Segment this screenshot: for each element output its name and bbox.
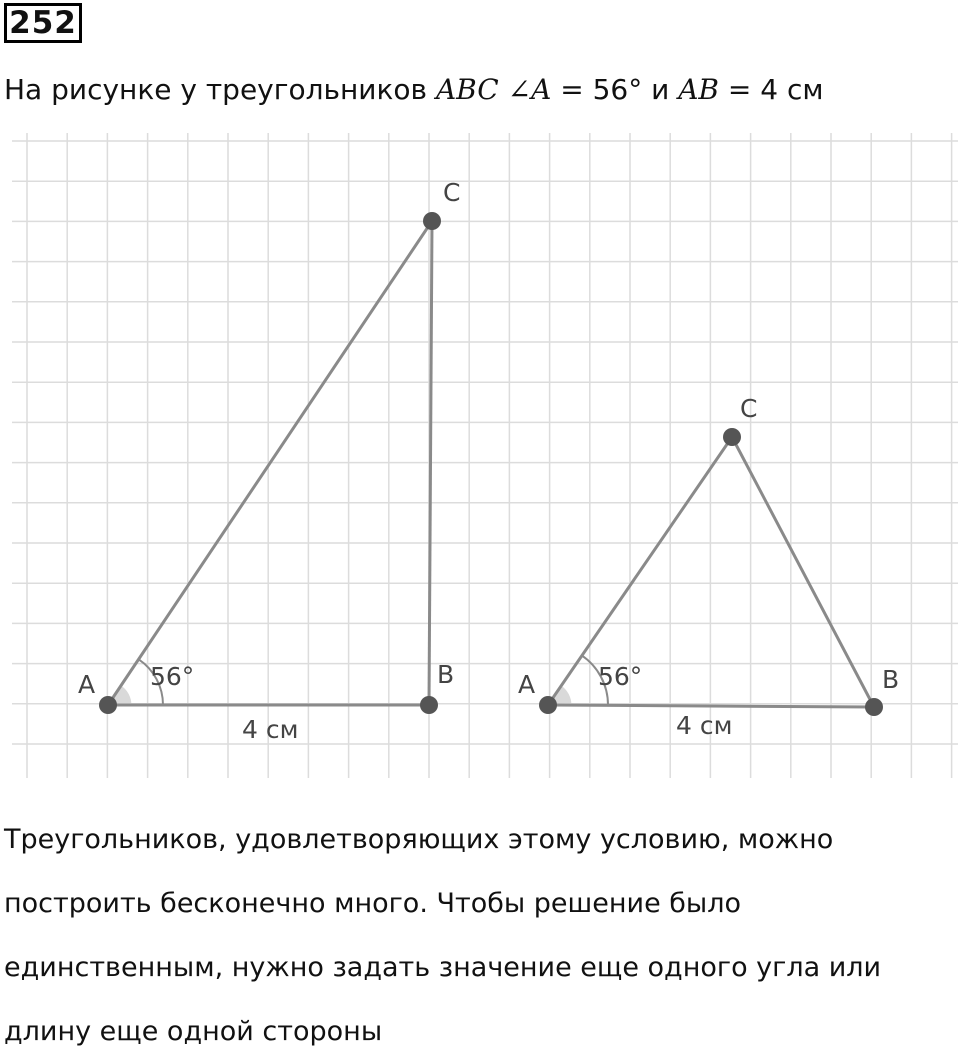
angle-label: 56° bbox=[150, 662, 195, 691]
point-c bbox=[423, 212, 441, 230]
side-bc bbox=[732, 437, 874, 707]
side-name: AB bbox=[678, 73, 719, 106]
base-label: 4 см bbox=[676, 711, 733, 740]
angle-label: 56° bbox=[598, 662, 643, 691]
answer-line: Треугольников, удовлетворяющих этому условию, можно bbox=[4, 824, 834, 855]
answer-line: построить бесконечно много. Чтобы решение было bbox=[4, 888, 742, 919]
point-a bbox=[539, 696, 557, 714]
triangle-left bbox=[78, 178, 460, 744]
point-b bbox=[420, 696, 438, 714]
point-a bbox=[99, 696, 117, 714]
figure-canvas bbox=[0, 128, 960, 798]
triangle-right bbox=[518, 394, 899, 740]
label-b: B bbox=[882, 665, 900, 694]
label-c: C bbox=[740, 394, 758, 423]
statement-text: На рисунке у треугольников bbox=[4, 73, 428, 106]
point-b bbox=[865, 698, 883, 716]
triangle-name: ABC bbox=[435, 73, 499, 106]
answer-text bbox=[4, 808, 956, 1064]
label-a: A bbox=[518, 670, 536, 699]
base-label: 4 см bbox=[242, 715, 299, 744]
angle-vertex: A bbox=[531, 73, 552, 106]
label-c: C bbox=[443, 178, 461, 207]
point-c bbox=[723, 428, 741, 446]
triangles-figure bbox=[0, 128, 960, 798]
label-b: B bbox=[437, 660, 455, 689]
problem-statement bbox=[4, 68, 954, 112]
answer-line: единственным, нужно задать значение еще одного угла или bbox=[4, 952, 882, 983]
angle-value: = 56° и bbox=[551, 73, 679, 106]
side-value: = 4 см bbox=[719, 73, 824, 106]
side-ab bbox=[548, 705, 874, 707]
problem-number: 252 bbox=[4, 3, 82, 43]
angle-symbol: ∠ bbox=[507, 73, 532, 106]
answer-line: длину еще одной стороны bbox=[4, 1016, 383, 1047]
label-a: A bbox=[78, 670, 96, 699]
